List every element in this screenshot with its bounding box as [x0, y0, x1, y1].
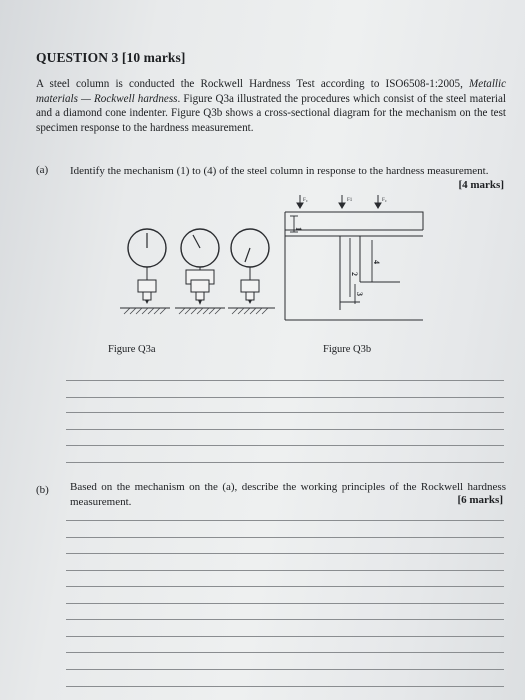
question-intro — [36, 77, 506, 135]
answer-line[interactable] — [66, 652, 504, 653]
answer-line[interactable] — [66, 619, 504, 620]
answer-line[interactable] — [66, 445, 504, 446]
intro-dash: — — [77, 92, 95, 105]
answer-line[interactable] — [66, 380, 504, 381]
intro-italic-1: Metallic materials — [36, 78, 506, 105]
force-label-2: F₀ — [382, 198, 387, 203]
mechanism-number-1: 1 — [294, 227, 303, 231]
part-b-text: Based on the mechanism on the (a), describe the working principles of the Rockwell hardness measurement. — [70, 481, 506, 508]
figure-q3a — [120, 218, 280, 333]
figure-q3a-caption: Figure Q3a — [108, 344, 156, 355]
answer-line[interactable] — [66, 586, 504, 587]
answer-line[interactable] — [66, 570, 504, 571]
intro-text-2: . Figure Q3a illustrated the procedures which consist of the steel material and a diamond cone indenter. Figure Q3b shows a cross-sectional diagram for the mechanism on the test specimen response to the hardness measurement. — [36, 92, 506, 134]
figure-q3b-caption: Figure Q3b — [323, 344, 372, 355]
part-a-label: (a) — [36, 164, 49, 176]
answer-line[interactable] — [66, 462, 504, 463]
part-b-label: (b) — [36, 484, 49, 496]
answer-line[interactable] — [66, 412, 504, 413]
answer-line[interactable] — [66, 397, 504, 398]
answer-line[interactable] — [66, 537, 504, 538]
answer-line[interactable] — [66, 636, 504, 637]
part-b-marks: [6 marks] — [457, 494, 503, 506]
intro-text-1: A steel column is conducted the Rockwell Hardness Test according to ISO6508-1:2005, — [36, 78, 470, 90]
figure-q3b — [280, 192, 440, 322]
mechanism-number-2: 2 — [350, 272, 359, 276]
answer-line[interactable] — [66, 669, 504, 670]
force-label-0: F₀ — [303, 198, 308, 203]
answer-line[interactable] — [66, 429, 504, 430]
answer-line[interactable] — [66, 686, 504, 687]
mechanism-number-3: 3 — [355, 292, 364, 296]
force-label-1: F1 — [347, 198, 353, 203]
part-a-marks: [4 marks] — [458, 179, 504, 191]
mechanism-number-4: 4 — [372, 260, 381, 264]
intro-italic-2: Rockwell hardness — [94, 92, 178, 105]
question-title: QUESTION 3 [10 marks] — [36, 50, 186, 65]
answer-line[interactable] — [66, 520, 504, 521]
answer-line[interactable] — [66, 553, 504, 554]
part-a-text: Identify the mechanism (1) to (4) of the steel column in response to the hardness measurement. — [70, 165, 489, 177]
answer-line[interactable] — [66, 603, 504, 604]
